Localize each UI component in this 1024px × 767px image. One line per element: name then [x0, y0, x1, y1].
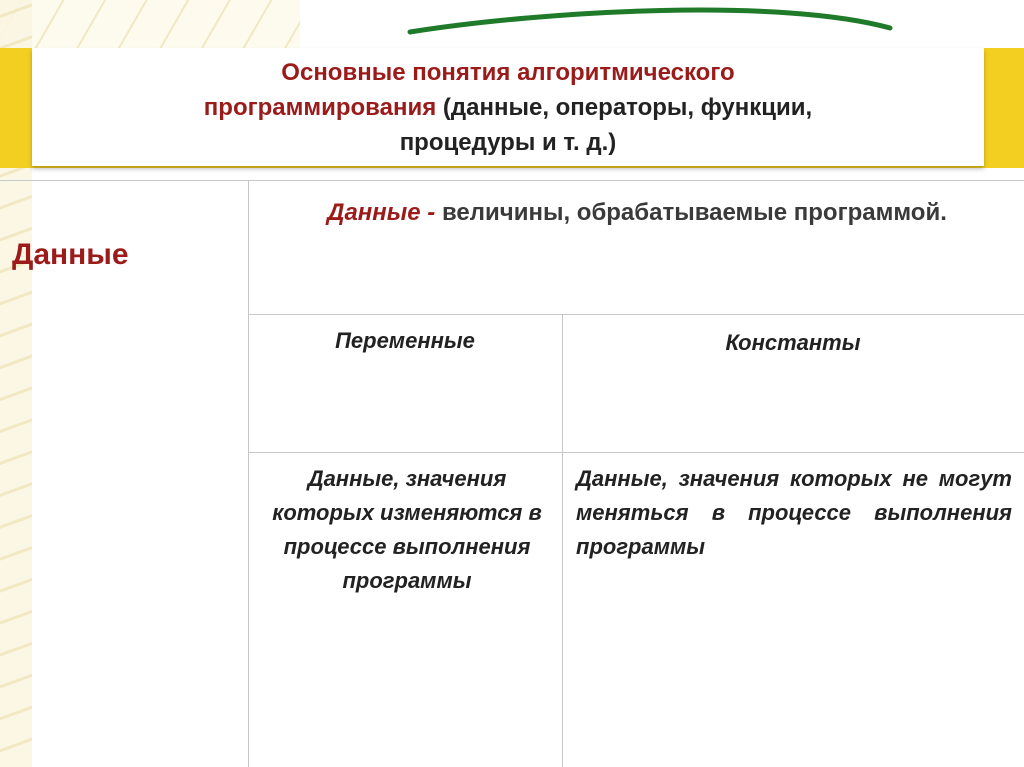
table-divider-label — [248, 180, 249, 767]
title-line-1: Основные понятия алгоритмического — [281, 58, 735, 86]
title-line-3: процедуры и т. д.) — [399, 128, 617, 156]
title-line-2-rest: (данные, операторы, функции, — [436, 93, 813, 121]
decorative-pattern-top — [0, 0, 300, 48]
row-label-data: Данные — [12, 238, 129, 271]
table-border-top — [0, 180, 1024, 181]
definition-text — [250, 196, 1024, 230]
header-constants: Константы — [725, 330, 861, 355]
header-variables: Переменные — [335, 328, 475, 353]
concept-table — [0, 180, 1024, 767]
title-box — [32, 48, 984, 166]
title-line-2-main: программирования — [203, 93, 437, 121]
description-constants: Данные, значения которых не могут меняться в процессе выполнения программы — [576, 466, 1012, 559]
green-swoosh-decoration — [400, 0, 900, 40]
definition-term: Данные - — [327, 199, 436, 226]
definition-body: величины, обрабатываемые программой. — [435, 199, 947, 226]
table-divider-columns — [562, 314, 563, 767]
description-variables: Данные, значения которых изменяются в процессе выполнения программы — [272, 466, 542, 593]
slide-title — [204, 55, 812, 160]
table-divider-headers — [248, 452, 1024, 453]
table-divider-definition — [248, 314, 1024, 315]
